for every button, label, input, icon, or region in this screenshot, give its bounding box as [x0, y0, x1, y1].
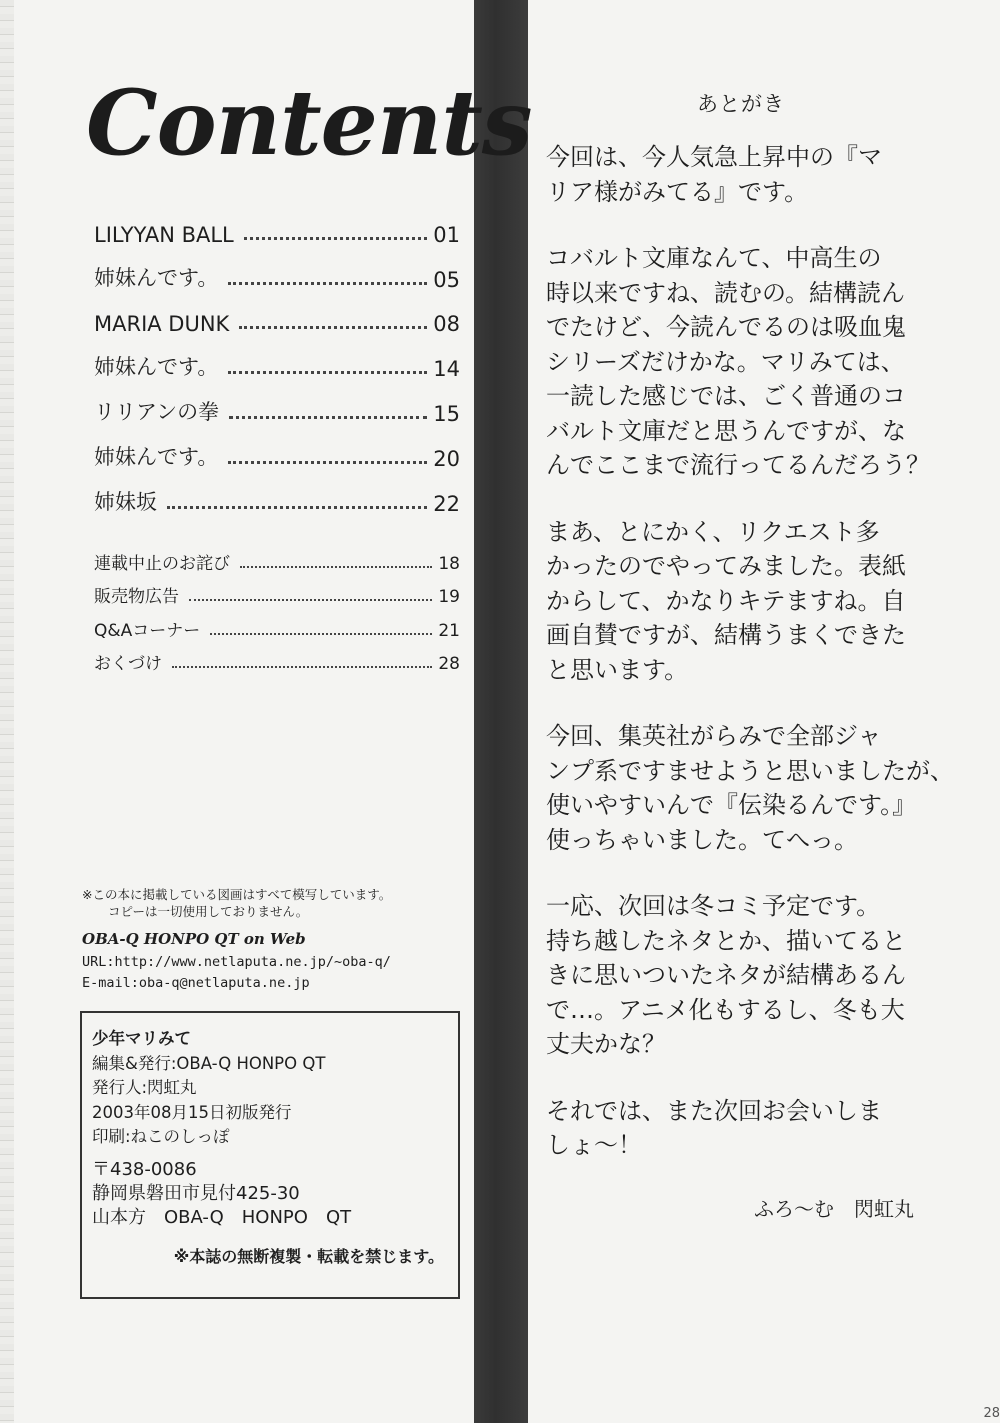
- afterword-line: 今回は、今人気急上昇中の『マ: [546, 143, 882, 171]
- afterword-line: バルト文庫だと思うんですが、な: [546, 416, 906, 445]
- toc-entry: [94, 641, 460, 675]
- afterword-paragraph: [546, 241, 936, 483]
- toc-entry: [94, 540, 460, 574]
- toc-page-number: 01: [433, 222, 460, 247]
- afterword-line: まあ、とにかく、リクエスト多: [546, 517, 880, 546]
- toc-label: 姉妹んです。: [94, 265, 219, 290]
- afterword-line: んでここまで流行ってるんだろう？: [546, 451, 930, 479]
- afterword-line: 使いやすいんで『伝染るんです。』: [546, 791, 917, 819]
- afterword-line: 丈夫かな？: [546, 1030, 666, 1058]
- toc-entry: [94, 607, 460, 641]
- afterword-paragraph: [546, 889, 936, 1062]
- afterword-line: 一応、次回は冬コミ予定です。: [546, 892, 881, 920]
- toc-sub: [94, 540, 460, 674]
- toc-leader-dots: [239, 326, 427, 329]
- notice-line: ※この本に掲載している図画はすべて模写しています。: [82, 887, 392, 902]
- afterword-line: シリーズだけかな。マリみては、: [546, 347, 905, 376]
- toc-entry: [94, 381, 460, 426]
- toc-label: MARIA DUNK: [94, 312, 230, 337]
- toc-leader-dots: [210, 633, 432, 635]
- toc-entry: [94, 292, 460, 337]
- page-edge: [0, 0, 14, 1423]
- afterword-line: 一読した感じでは、ごく普通のコ: [546, 382, 906, 410]
- toc-page-number: 19: [438, 587, 460, 607]
- afterword-line: それでは、また次回お会いしま: [546, 1096, 882, 1125]
- toc-leader-dots: [240, 566, 432, 568]
- toc-label: 姉妹んです。: [94, 444, 219, 469]
- afterword: [546, 88, 954, 1222]
- afterword-line: コバルト文庫なんて、中高生の: [546, 244, 882, 272]
- web-email: E-mail:oba-q@netlaputa.ne.jp: [82, 975, 310, 991]
- toc-page-number: 14: [433, 357, 460, 382]
- afterword-line: きに思いついたネタが結構あるん: [546, 961, 906, 989]
- page-number: 28: [983, 1406, 1000, 1421]
- toc-label: おくづけ: [94, 654, 162, 674]
- toc-leader-dots: [228, 461, 427, 464]
- afterword-line: 今回、集英社がらみで全部ジャ: [546, 722, 882, 750]
- afterword-line: からして、かなりキテますね。自: [546, 586, 906, 615]
- toc-leader-dots: [228, 282, 427, 285]
- toc-page-number: 18: [438, 553, 460, 574]
- toc-page-number: 08: [433, 312, 460, 337]
- colophon-warning: ※本誌の無断複製・転載を禁じます。: [173, 1246, 444, 1266]
- toc-entry: [94, 336, 460, 381]
- toc-entry: [94, 247, 460, 292]
- notice: [82, 886, 391, 920]
- toc-page-number: 20: [433, 446, 460, 471]
- toc-page-number: 05: [433, 267, 460, 292]
- toc-main: [94, 202, 460, 516]
- colophon-editor: 編集&発行:OBA-Q HONPO QT: [92, 1053, 326, 1073]
- toc-page-number: 15: [433, 401, 460, 426]
- toc-entry: [94, 426, 460, 471]
- web-title: OBA-Q HONPO QT on Web: [82, 930, 306, 948]
- afterword-line: リア様がみてる』です。: [546, 177, 809, 206]
- toc-label: 姉妹んです。: [94, 355, 219, 380]
- afterword-line: かったのでやってみました。表紙: [546, 552, 906, 580]
- web-url: URL:http://www.netlaputa.ne.jp/~oba-q/: [82, 954, 391, 970]
- afterword-line: ンプ系ですませようと思いましたが、: [546, 756, 954, 785]
- book-spine: [474, 0, 528, 1423]
- toc-leader-dots: [244, 237, 428, 240]
- colophon-care-of: 山本方 OBA-Q HONPO QT: [92, 1206, 352, 1228]
- afterword-body: [546, 140, 954, 1163]
- toc-label: 販売物広告: [94, 587, 179, 607]
- afterword-line: 使っちゃいました。てへっ。: [546, 825, 858, 854]
- afterword-paragraph: [546, 140, 936, 209]
- toc-label: 姉妹坂: [94, 489, 157, 514]
- afterword-paragraph: [546, 515, 936, 688]
- colophon-book-title: 少年マリみて: [92, 1029, 191, 1048]
- afterword-line: 持ち越したネタとか、描いてると: [546, 926, 906, 955]
- afterword-line: 時以来ですね、読むの。結構読ん: [546, 278, 906, 307]
- web-info: [82, 930, 391, 994]
- colophon-address: 静岡県磐田市見付425-30: [92, 1182, 300, 1204]
- toc-leader-dots: [229, 416, 427, 419]
- afterword-signature: ふろ～む 閃虹丸: [754, 1196, 914, 1221]
- afterword-line: でたけど、今読んでるのは吸血鬼: [546, 313, 906, 341]
- toc-page-number: 22: [433, 491, 460, 516]
- notice-line: コピーは一切使用しておりません。: [108, 904, 309, 919]
- colophon-date: 2003年08月15日初版発行: [92, 1102, 292, 1122]
- afterword-line: で…。アニメ化もするし、冬も大: [546, 995, 905, 1024]
- toc-entry: [94, 574, 460, 608]
- afterword-heading: あとがき: [697, 92, 785, 116]
- toc-label: 連載中止のお詫び: [94, 553, 230, 574]
- toc-entry: [94, 202, 460, 247]
- colophon-postal: 〒438-0086: [92, 1158, 197, 1180]
- toc-leader-dots: [189, 599, 432, 601]
- afterword-paragraph: [546, 1094, 936, 1163]
- toc-leader-dots: [228, 371, 427, 374]
- colophon-publisher: 発行人:閃虹丸: [92, 1078, 197, 1097]
- afterword-line: しょ～！: [546, 1131, 642, 1159]
- afterword-line: と思います。: [546, 655, 689, 684]
- toc-entry: [94, 471, 460, 516]
- colophon-printer: 印刷:ねこのしっぽ: [92, 1127, 230, 1146]
- afterword-line: 画自賛ですが、結構うまくできた: [546, 621, 906, 649]
- toc-label: Q&Aコーナー: [94, 620, 201, 641]
- colophon-box: [80, 1011, 460, 1299]
- contents-title: Contents: [86, 70, 532, 176]
- toc-page-number: 28: [438, 654, 460, 674]
- afterword-paragraph: [546, 719, 954, 857]
- toc-label: リリアンの拳: [94, 399, 220, 424]
- toc-page-number: 21: [438, 620, 460, 641]
- toc-leader-dots: [167, 506, 427, 509]
- toc-label: LILYYAN BALL: [94, 222, 234, 247]
- toc-leader-dots: [172, 666, 432, 668]
